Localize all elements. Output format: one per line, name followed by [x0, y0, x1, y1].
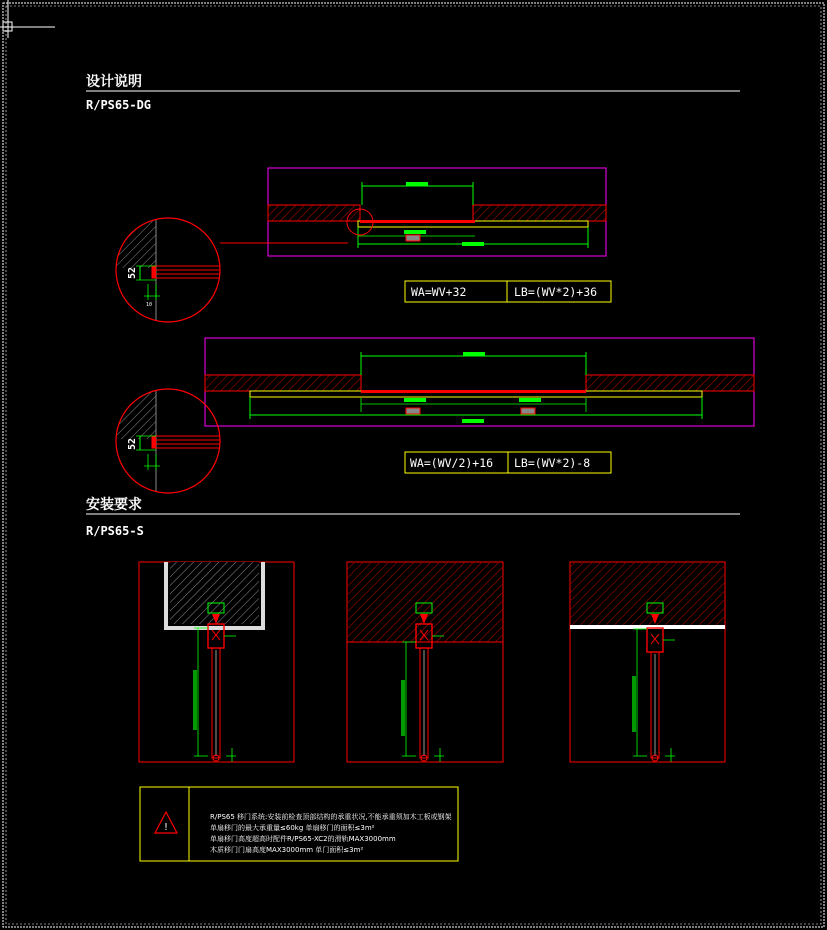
design-code: R/PS65-DG	[86, 98, 152, 112]
section-view-3	[570, 562, 725, 762]
formula-box-1	[405, 281, 611, 302]
formula-wa-2: WA=(WV/2)+16	[410, 456, 494, 470]
section-view-2	[347, 562, 503, 762]
dim-10-top: 10	[146, 302, 153, 308]
install-title: 安装要求	[86, 497, 142, 513]
note-line-3: 单扇移门高度超高时配件R/PS65-XC2的滑轨MAX3000mm	[210, 835, 396, 843]
formula-box-2	[405, 452, 611, 473]
wall-left	[268, 205, 360, 221]
formula-lb-1: LB=(WV*2)+36	[514, 285, 598, 299]
plan-diagram-single	[220, 168, 606, 256]
design-title: 设计说明	[86, 74, 142, 90]
section-view-1	[139, 562, 294, 762]
track	[360, 220, 475, 223]
detail-circle-bottom	[116, 389, 222, 493]
note-line-2: 单扇移门的最大承重量≤60kg 单扇移门的面积≤3m²	[210, 824, 375, 832]
formula-wa-1: WA=WV+32	[411, 285, 467, 299]
install-code: R/PS65-S	[86, 524, 144, 538]
detail-circle-top	[116, 218, 222, 322]
note-line-1: R/PS65 移门系统:安装前检查顶部结构的承重状况,不能承重须加木工板或钢架	[210, 813, 452, 821]
note-line-4: 木质移门门扇高度MAX3000mm 单门面积≤3m²	[210, 846, 364, 854]
warning-symbol: !	[163, 822, 169, 833]
formula-lb-2: LB=(WV*2)-8	[514, 456, 591, 470]
dim-52-bottom: 52	[127, 437, 138, 450]
dim-52-top: 52	[127, 266, 138, 279]
notes-box	[140, 787, 458, 861]
wall-right	[473, 205, 606, 221]
plan-diagram-double	[205, 338, 754, 426]
